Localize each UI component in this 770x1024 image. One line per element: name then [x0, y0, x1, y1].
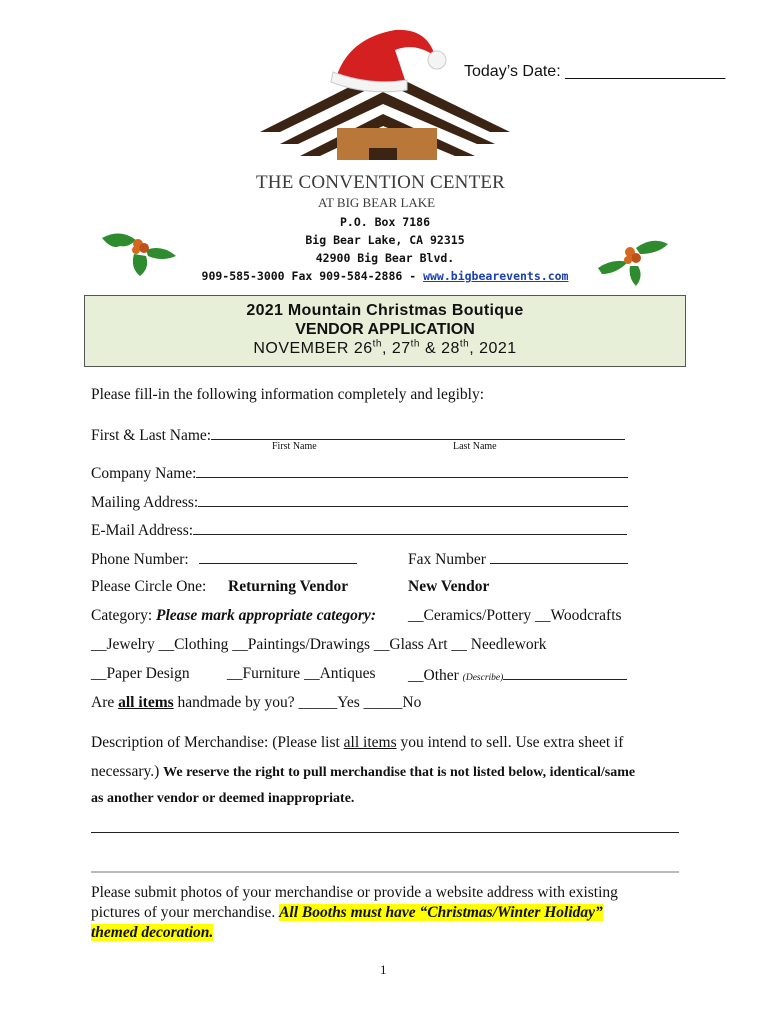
handmade-no[interactable]: _____No: [363, 694, 422, 711]
description-field[interactable]: [91, 871, 679, 873]
fax-field[interactable]: [490, 549, 628, 564]
returning-vendor-option[interactable]: Returning Vendor: [228, 578, 349, 595]
company-row: [91, 463, 628, 483]
photos-line-3: [91, 924, 213, 942]
mailing-row: [91, 492, 628, 512]
fax-label: Fax Number: [408, 551, 486, 568]
mailing-field[interactable]: [198, 492, 628, 507]
first-last-name-label: First & Last Name:: [91, 427, 212, 444]
description-text: Description of Merchandise: (Please list: [91, 734, 344, 751]
phone-field[interactable]: [199, 549, 357, 564]
email-label: E-Mail Address:: [91, 522, 194, 539]
booth-theme-notice: All Booths must have “Christmas/Winter Holiday”: [279, 904, 603, 921]
category-row-4: [227, 665, 376, 683]
intro-text: Please fill-in the following information completely and legibly:: [91, 386, 485, 403]
handmade-row: [91, 694, 421, 712]
category-clothing[interactable]: __Clothing: [158, 636, 229, 653]
first-name-caption: First Name: [272, 441, 317, 452]
title-box: [84, 295, 686, 367]
category-paintings[interactable]: __Paintings/Drawings: [232, 636, 370, 653]
category-paper[interactable]: __Paper Design: [91, 665, 190, 682]
booth-theme-notice: themed decoration.: [91, 924, 214, 941]
description-warning: as another vendor or deemed inappropriate.: [91, 791, 355, 806]
category-antiques[interactable]: __Antiques: [304, 665, 376, 682]
category-woodcrafts[interactable]: __Woodcrafts: [535, 607, 622, 624]
description-warning: We reserve the right to pull merchandise that is not listed below, identical/same: [163, 765, 636, 780]
category-glass-art[interactable]: __Glass Art: [373, 636, 448, 653]
application-title: VENDOR APPLICATION: [295, 321, 475, 338]
photos-line-2: [91, 904, 603, 922]
handmade-yes[interactable]: _____Yes: [298, 694, 360, 711]
category-other-row: [408, 665, 627, 685]
other-describe-hint: (Describe): [462, 673, 504, 683]
category-jewelry[interactable]: __Jewelry: [91, 636, 155, 653]
circle-one-label: Please Circle One:: [91, 578, 207, 595]
description-line-2: [91, 763, 635, 781]
website-link[interactable]: www.bigbearevents.com: [423, 269, 569, 283]
handmade-emphasis: all items: [118, 694, 174, 711]
phone-row: [91, 549, 357, 569]
category-row: [91, 607, 376, 625]
email-field[interactable]: [193, 520, 627, 535]
company-field[interactable]: [196, 463, 628, 478]
category-ceramics[interactable]: __Ceramics/Pottery: [408, 607, 532, 624]
description-text: you intend to sell. Use extra sheet if: [396, 734, 624, 751]
email-row: [91, 520, 627, 540]
category-instruction: Please mark appropriate category:: [156, 607, 376, 624]
address-line: P.O. Box 7186: [339, 215, 430, 229]
org-name: THE CONVENTION CENTER: [256, 172, 506, 193]
address-line: 42900 Big Bear Blvd.: [315, 251, 455, 265]
description-line-1: [91, 734, 623, 752]
category-row-2: [408, 607, 622, 625]
category-needlework[interactable]: __ Needlework: [451, 636, 547, 653]
address-line: Big Bear Lake, CA 92315: [305, 233, 465, 247]
category-row-3: [91, 636, 547, 654]
event-title: 2021 Mountain Christmas Boutique: [246, 302, 524, 319]
convention-center-logo: [255, 20, 525, 170]
handmade-text: handmade by you?: [173, 694, 295, 711]
category-other[interactable]: __Other: [408, 667, 459, 684]
contact-line: [0, 267, 770, 285]
last-name-caption: Last Name: [453, 441, 497, 452]
todays-date-label: Today’s Date: __________________: [464, 63, 726, 80]
phone-fax-text: 909-585-3000 Fax 909-584-2886 -: [201, 269, 424, 283]
photos-line-1: Please submit photos of your merchandise or provide a website address with existing: [91, 884, 618, 901]
other-describe-field[interactable]: [503, 665, 627, 680]
org-subtitle: AT BIG BEAR LAKE: [318, 195, 436, 210]
photos-text: pictures of your merchandise.: [91, 904, 280, 921]
page-number: 1: [380, 962, 387, 977]
phone-label: Phone Number:: [91, 551, 189, 568]
description-emphasis: all items: [343, 734, 397, 751]
category-furniture[interactable]: __Furniture: [227, 665, 301, 682]
category-label: Category:: [91, 607, 153, 624]
mailing-label: Mailing Address:: [91, 494, 199, 511]
company-label: Company Name:: [91, 465, 197, 482]
event-dates: NOVEMBER 26th, 27th & 28th, 2021: [253, 338, 517, 357]
first-last-name-row: [91, 425, 625, 445]
description-field[interactable]: [91, 832, 679, 833]
new-vendor-option[interactable]: New Vendor: [408, 578, 490, 595]
description-text: necessary.): [91, 763, 164, 780]
first-last-name-field[interactable]: [211, 425, 625, 440]
handmade-text: Are: [91, 694, 119, 711]
fax-row: [408, 549, 628, 569]
